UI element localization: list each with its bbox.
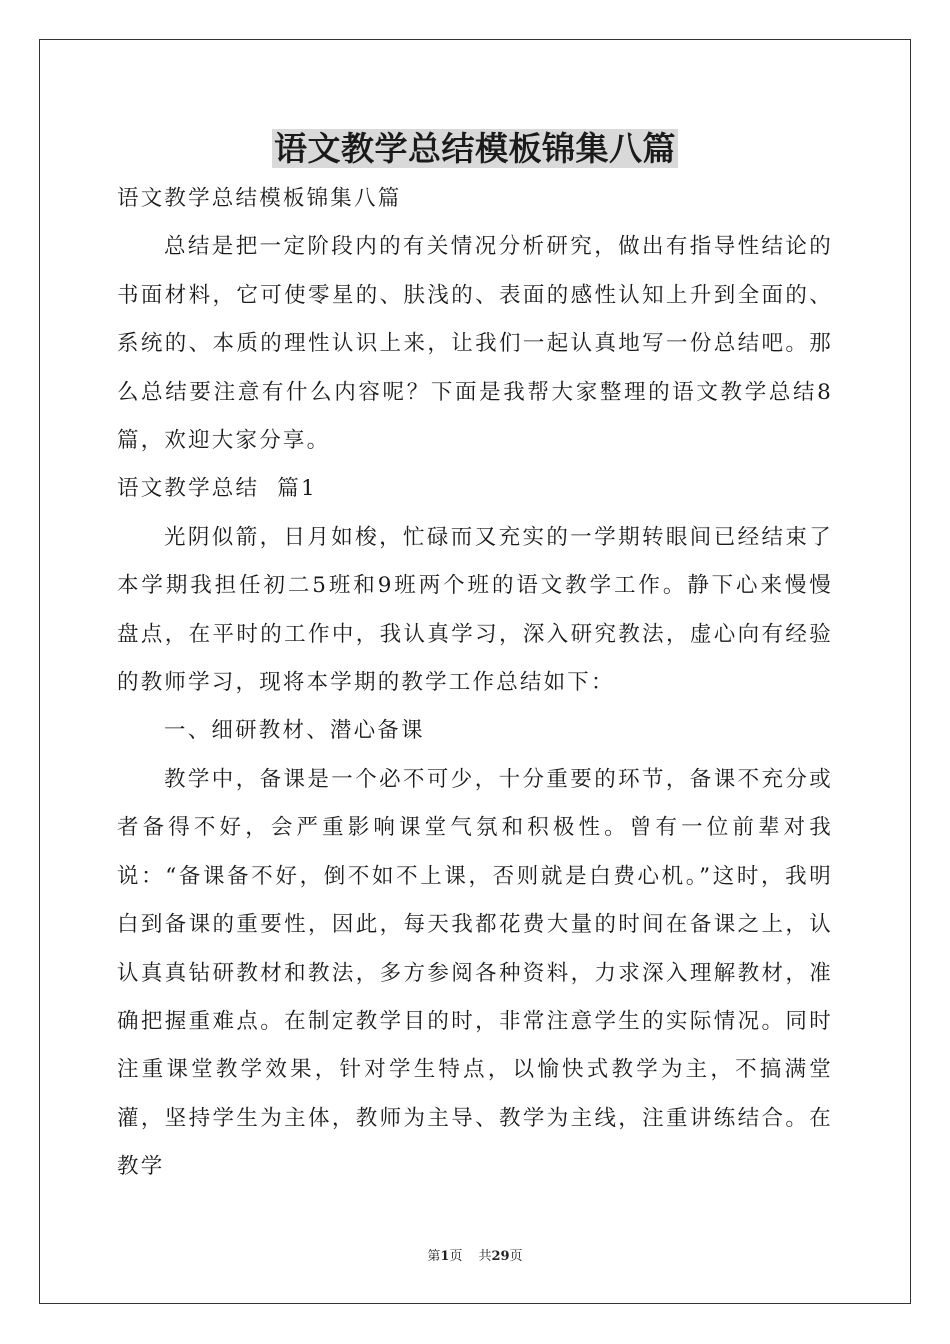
footer-page-total: 29 — [491, 1249, 510, 1264]
document-subtitle: 语文教学总结模板锦集八篇 — [117, 186, 402, 211]
document-title — [0, 124, 950, 174]
section-paragraph-1: 光阴似箭，日月如梭，忙碌而又充实的一学期转眼间已经结束了本学期我担任初二5班和9班两个班的语文教学工作。静下心来慢慢盘点，在平时的工作中，我认真学习，深入研究教法，虚心向有经验的教师学习，现将本学期的教学工作总结如下： — [117, 524, 833, 696]
footer-total-suffix: 页 — [509, 1249, 523, 1264]
footer-page-current: 1 — [440, 1249, 450, 1264]
document-body — [117, 175, 833, 1192]
footer-page-prefix: 第 — [427, 1249, 441, 1264]
page-footer — [0, 1247, 950, 1267]
section-heading: 语文教学总结 篇1 — [117, 476, 317, 502]
footer-total-prefix: 共 — [478, 1249, 492, 1264]
subheading-1: 一、细研教材、潜心备课 — [164, 718, 425, 744]
footer-page-suffix: 页 — [449, 1249, 463, 1264]
intro-paragraph: 总结是把一定阶段内的有关情况分析研究，做出有指导性结论的书面材料，它可使零星的、肤浅的、表面的感性认知上升到全面的、系统的、本质的理性认识上来，让我们一起认真地写一份总结吧。那么总结要注意有什么内容呢？下面是我帮大家整理的语文教学总结8篇，欢迎大家分享。 — [117, 234, 833, 454]
section-paragraph-2: 教学中，备课是一个必不可少，十分重要的环节，备课不充分或者备得不好，会严重影响课堂气氛和积极性。曾有一位前辈对我说：“备课备不好，倒不如不上课，否则就是白费心机。”这时，我明白到备课的重要性，因此，每天我都花费大量的时间在备课之上，认认真真钻研教材和教法，多方参阅各种资料，力求深入理解教材，准确把握重难点。在制定教学目的时，非常注意学生的实际情况。同时注重课堂教学效果，针对学生特点，以愉快式教学为主，不搞满堂灌，坚持学生为主体，教师为主导、教学为主线，注重讲练结合。在教学 — [117, 766, 833, 1180]
document-title-text: 语文教学总结模板锦集八篇 — [274, 129, 676, 168]
